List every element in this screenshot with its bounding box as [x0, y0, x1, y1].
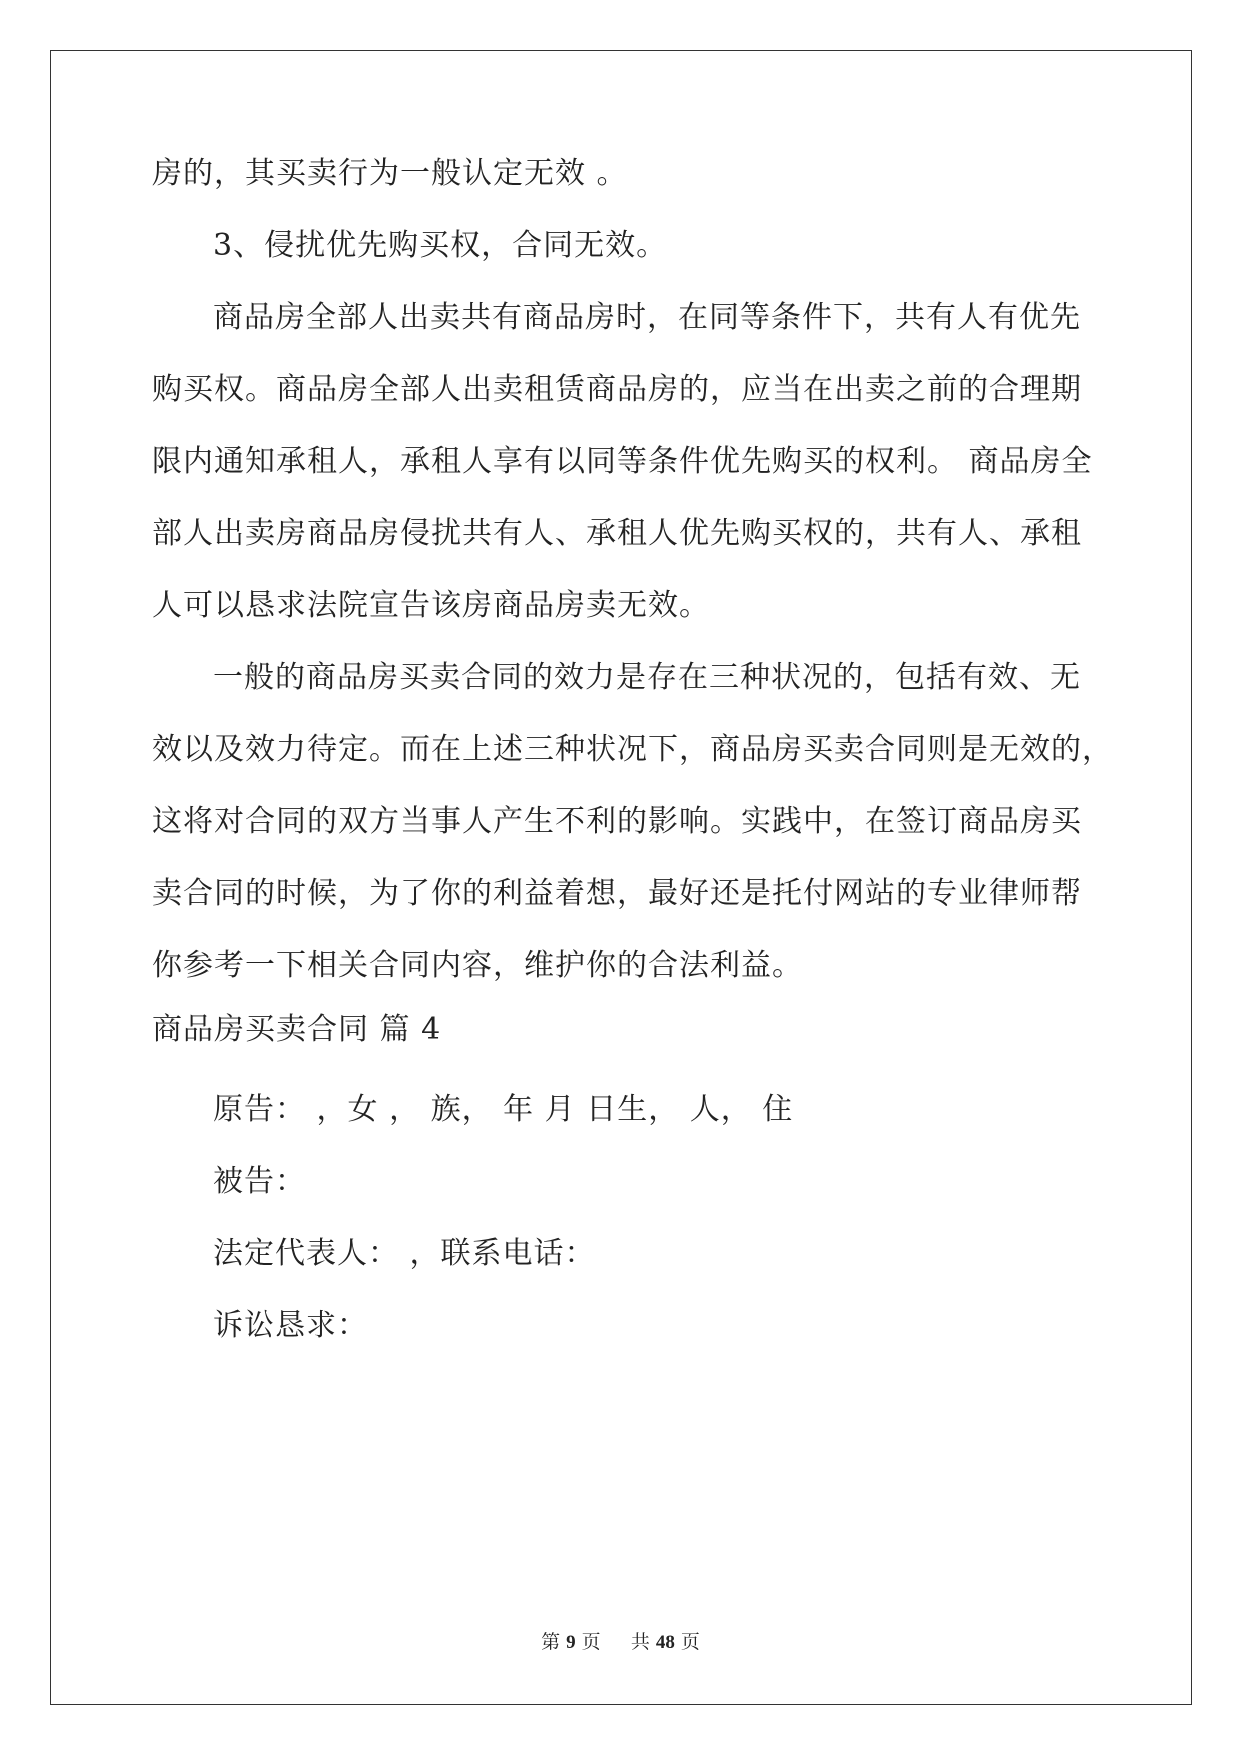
- text-line: 部人出卖房商品房侵扰共有人、承租人优先购买权的，共有人、承租: [152, 516, 1082, 551]
- text-line: 被告：: [213, 1164, 306, 1199]
- text-line: 这将对合同的双方当事人产生不利的影响。实践中，在签订商品房买: [152, 804, 1082, 839]
- page-suffix: 页: [581, 1631, 601, 1653]
- text-line: 诉讼恳求：: [213, 1308, 368, 1343]
- text-line: 你参考一下相关合同内容，维护你的合法利益。: [152, 948, 803, 983]
- page-number: 9: [566, 1632, 576, 1653]
- total-pages: 48: [655, 1632, 675, 1653]
- text-line: 法定代表人： ，联系电话：: [213, 1236, 596, 1271]
- text-line: 人可以恳求法院宣告该房商品房卖无效。: [152, 588, 710, 623]
- text-line: 效以及效力待定。而在上述三种状况下，商品房买卖合同则是无效的，: [152, 732, 1113, 767]
- total-suffix: 页: [680, 1631, 700, 1653]
- text-line: 购买权。商品房全部人出卖租赁商品房的，应当在出卖之前的合理期: [152, 372, 1082, 407]
- text-line: 3、侵扰优先购买权，合同无效。: [213, 228, 668, 263]
- text-line: 限内通知承租人，承租人享有以同等条件优先购买的权利。 商品房全: [152, 444, 1093, 479]
- text-line: 原告： ，女 ， 族， 年 月 日生， 人， 住: [213, 1092, 794, 1127]
- page-footer: [0, 1630, 1241, 1655]
- section-heading: 商品房买卖合同 篇 4: [152, 1012, 442, 1047]
- text-line: 一般的商品房买卖合同的效力是存在三种状况的，包括有效、无: [213, 660, 1081, 695]
- text-line: 房的，其买卖行为一般认定无效 。: [152, 156, 628, 191]
- text-line: 商品房全部人出卖共有商品房时，在同等条件下，共有人有优先: [213, 300, 1081, 335]
- page-prefix: 第: [541, 1631, 561, 1653]
- total-prefix: 共: [630, 1631, 650, 1653]
- text-line: 卖合同的时候，为了你的利益着想，最好还是托付网站的专业律师帮: [152, 876, 1082, 911]
